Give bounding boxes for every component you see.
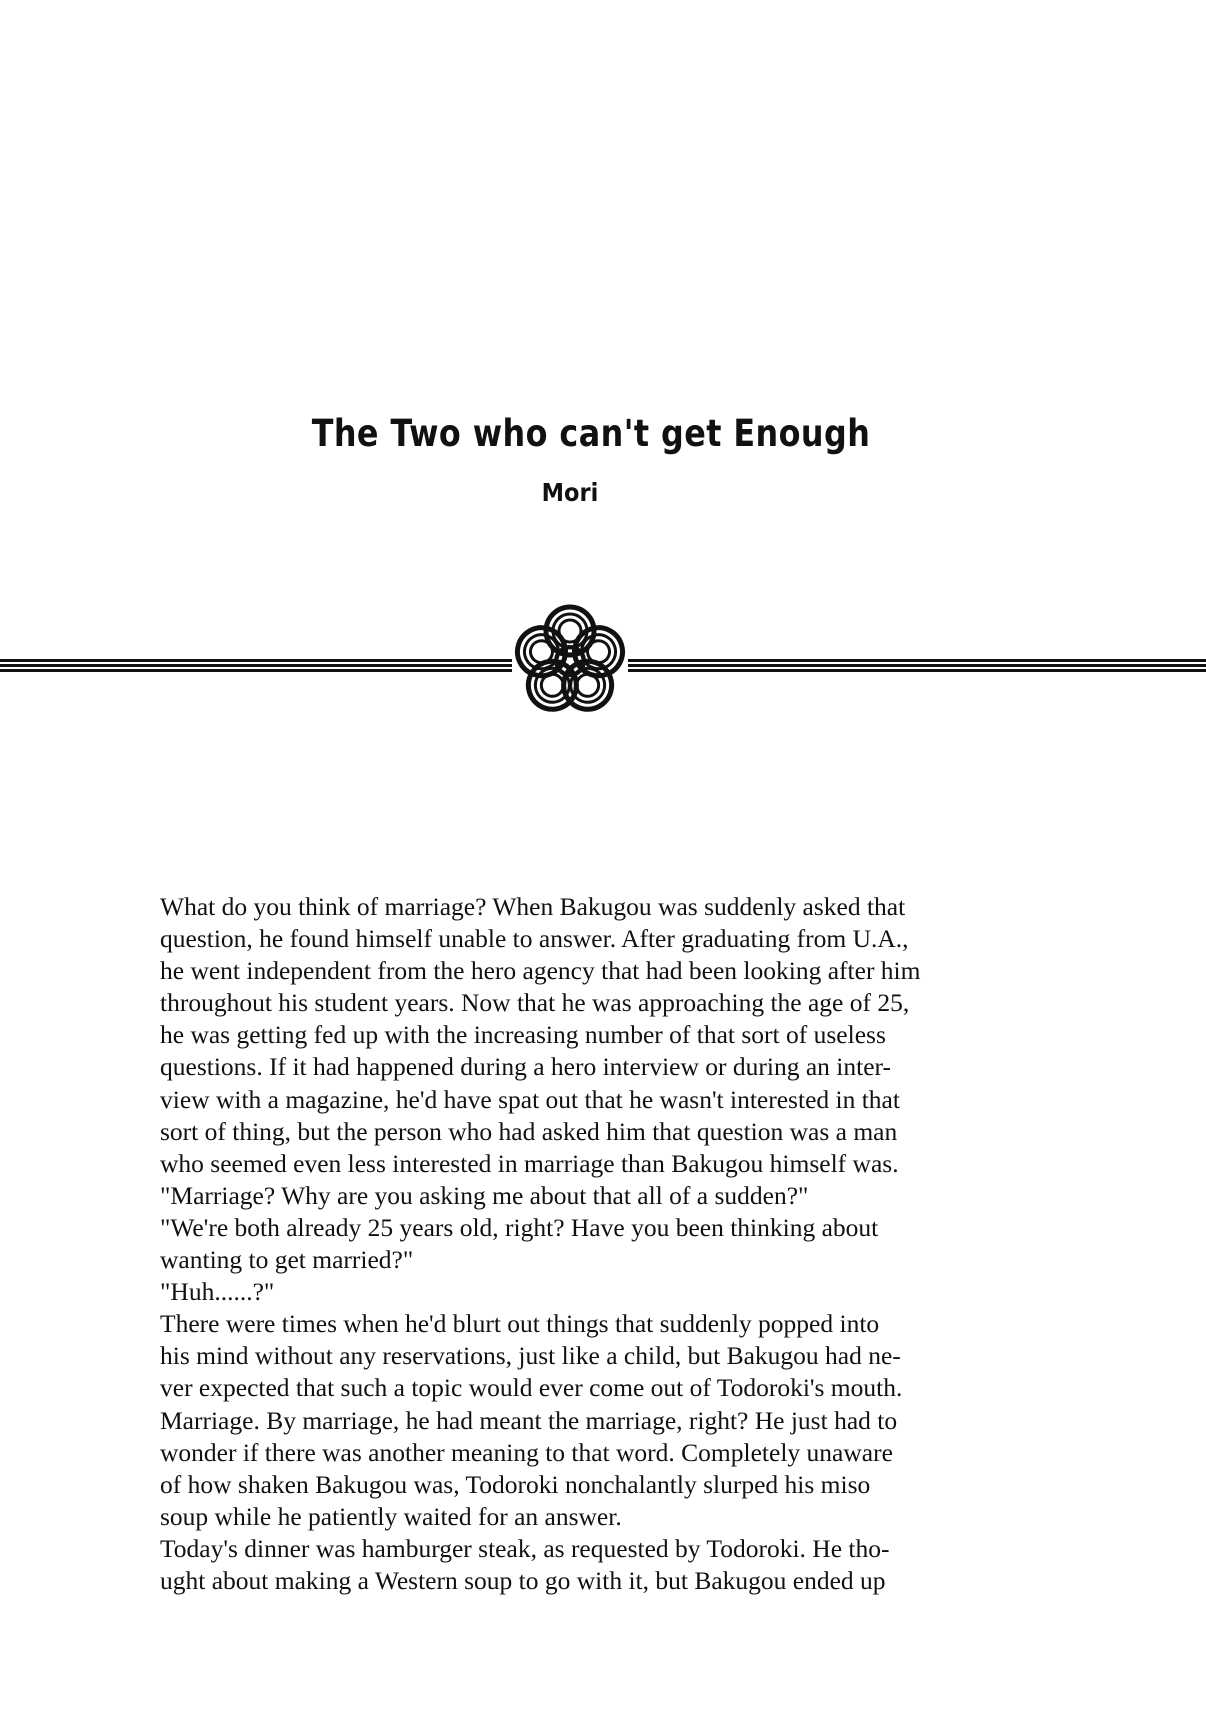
story-body [160,891,1022,1597]
body-line: view with a magazine, he'd have spat out that he wasn't interested in that [160,1084,900,1114]
story-title: The Two who can't get Enough [311,412,871,455]
body-line: wanting to get married?" [160,1245,414,1275]
body-line: of how shaken Bakugou was, Todoroki nonchalantly slurped his miso [160,1469,871,1499]
divider-left [0,659,512,673]
body-line: "Huh......?" [160,1277,275,1307]
body-line: soup while he patiently waited for an answer. [160,1501,622,1531]
body-line: ver expected that such a topic would ever come out of Todoroki's mouth. [160,1373,903,1403]
body-line: What do you think of marriage? When Bakugou was suddenly asked that [160,892,906,921]
body-line: "Marriage? Why are you asking me about that all of a sudden?" [160,1180,809,1210]
body-line: he was getting fed up with the increasing number of that sort of useless [160,1020,886,1050]
body-line: he went independent from the hero agency that had been looking after him [160,956,921,986]
body-line: ught about making a Western soup to go with it, but Bakugou ended up [160,1565,886,1595]
body-line: questions. If it had happened during a hero interview or during an inter- [160,1052,891,1082]
body-line: wonder if there was another meaning to that word. Completely unaware [160,1437,893,1467]
mizuhiki-knot-icon [510,601,630,721]
body-line: throughout his student years. Now that he was approaching the age of 25, [160,988,910,1018]
body-line: Marriage. By marriage, he had meant the marriage, right? He just had to [160,1405,898,1435]
body-line: his mind without any reservations, just like a child, but Bakugou had ne- [160,1341,901,1371]
body-line: question, he found himself unable to answer. After graduating from U.A., [160,924,909,954]
body-line: "We're both already 25 years old, right? Have you been thinking about [160,1212,879,1242]
body-line: There were times when he'd blurt out things that suddenly popped into [160,1309,880,1339]
body-line: Today's dinner was hamburger steak, as requested by Todoroki. He tho- [160,1533,890,1563]
body-line: who seemed even less interested in marriage than Bakugou himself was. [160,1148,899,1178]
author-name: Mori [541,478,599,507]
body-line: sort of thing, but the person who had asked him that question was a man [160,1116,898,1146]
divider-right [628,659,1206,673]
